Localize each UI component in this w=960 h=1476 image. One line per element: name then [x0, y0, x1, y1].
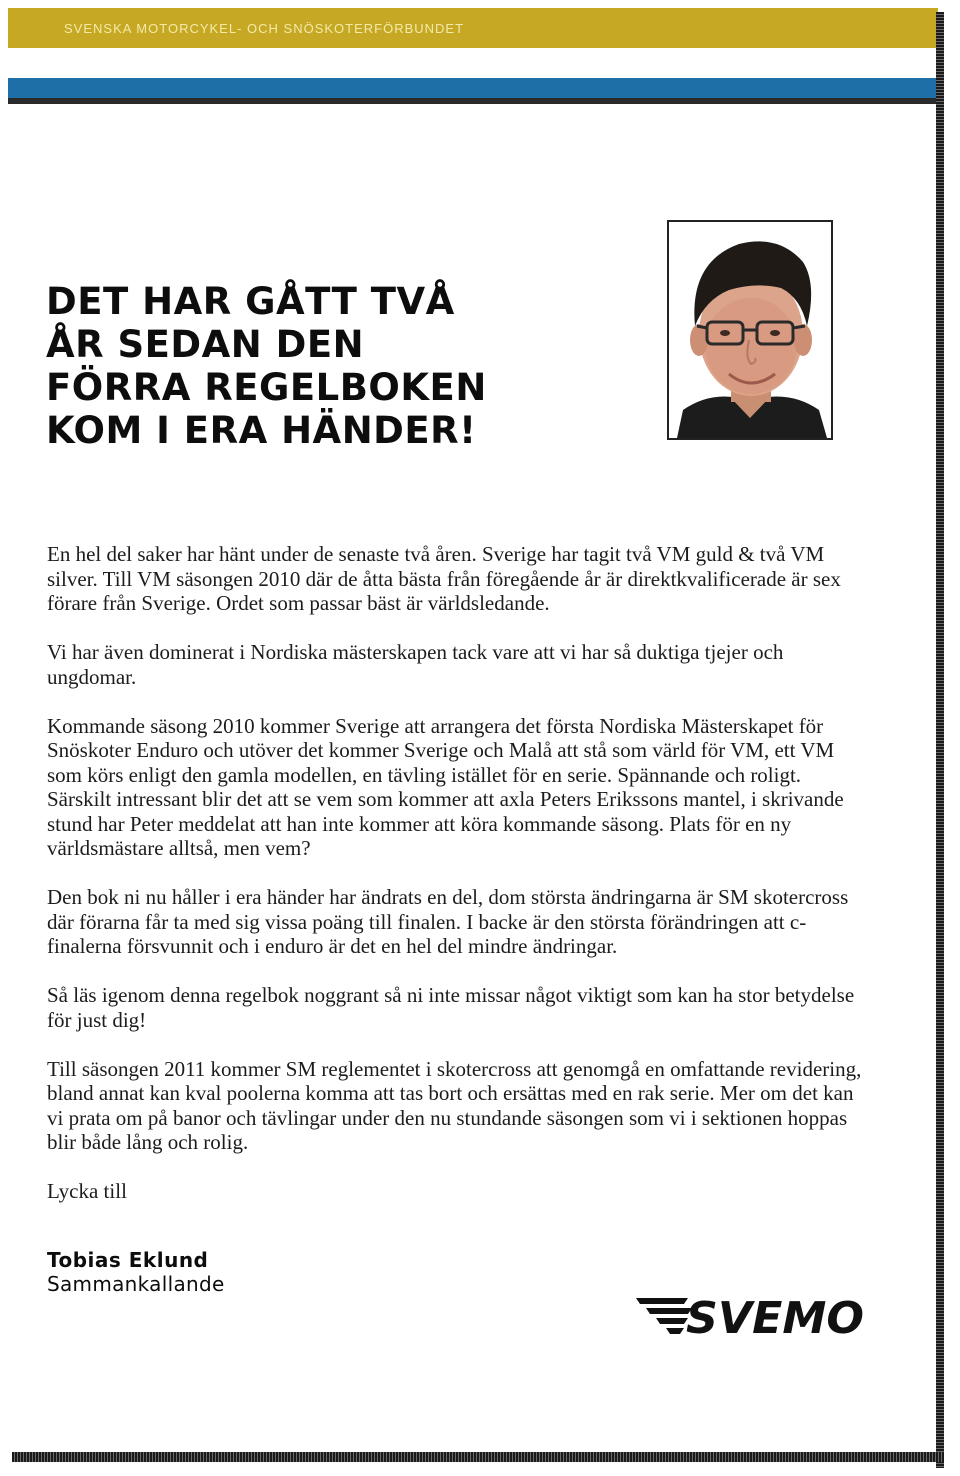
closing: Lycka till — [47, 1179, 127, 1203]
headline-line: DET HAR GÅTT TVÅ — [46, 280, 455, 323]
headline — [46, 280, 646, 452]
organization-name: SVENSKA MOTORCYKEL- OCH SNÖSKOTERFÖRBUNDET — [64, 21, 465, 36]
paragraph: Den bok ni nu håller i era händer har ändrats en del, dom största ändringarna är SM skotercross där förarna får ta med sig vissa poäng till finalen. I backe är den största förändringen att c-finalerna försvunnit och i enduro är det en hel del mindre ändringar. — [47, 885, 849, 958]
svemo-logo-icon — [636, 1294, 866, 1336]
header-gold-bar — [8, 8, 938, 48]
paragraph: Till säsongen 2011 kommer SM reglementet i skotercross att genomgå en omfattande revidering, bland annat kan kval poolerna komma att tas bort och ersättas med en rak serie. Mer om det kan vi prata om på banor och tävlingar under den nu stundande säsongen som vi i sektionen hoppas blir både lång och rolig. — [47, 1056, 862, 1154]
paragraph: Vi har även dominerat i Nordiska mästerskapen tack vare att vi har så duktiga tjejer och ungdomar. — [47, 640, 784, 689]
headline-line: KOM I ERA HÄNDER! — [46, 409, 477, 452]
signature-role: Sammankallande — [47, 1272, 225, 1296]
person-photo-icon — [669, 222, 831, 438]
paragraph: Kommande säsong 2010 kommer Sverige att arrangera det första Nordiska Mästerskapet för Snöskoter Enduro och utöver det kommer Sverige och Malå att stå som värld för VM, ett VM som körs enligt den gamla modellen, en tävling istället för en serie. Spännande och roligt. Särskilt intressant blir det att se vem som kommer att axla Peters Erikssons mantel, i skrivande stund har Peter meddelat att han inte kommer att köra kommande säsong. Plats för en ny världsmästare alltså, men vem? — [47, 713, 844, 860]
author-portrait — [667, 220, 833, 440]
header-blue-bar — [8, 78, 938, 98]
logo-text: SVEMO — [686, 1294, 864, 1336]
paragraph: Så läs igenom denna regelbok noggrant så ni inte missar något viktigt som kan ha stor betydelse för just dig! — [47, 983, 855, 1032]
page-shadow-bottom — [12, 1452, 944, 1462]
headline-line: ÅR SEDAN DEN — [46, 323, 365, 366]
paragraph: En hel del saker har hänt under de senaste två åren. Sverige har tagit två VM guld & två VM silver. Till VM säsongen 2010 där de åtta bästa från föregående år är direktkvalificerade är sex förare från Sverige. Ordet som passar bäst är världsledande. — [47, 542, 841, 615]
signature-name: Tobias Eklund — [47, 1248, 209, 1272]
header-dark-rule — [8, 98, 938, 104]
letter-body — [47, 542, 867, 1228]
header-spacer — [8, 48, 938, 78]
headline-line: FÖRRA REGELBOKEN — [46, 366, 487, 409]
page-shadow-right — [936, 12, 944, 1468]
